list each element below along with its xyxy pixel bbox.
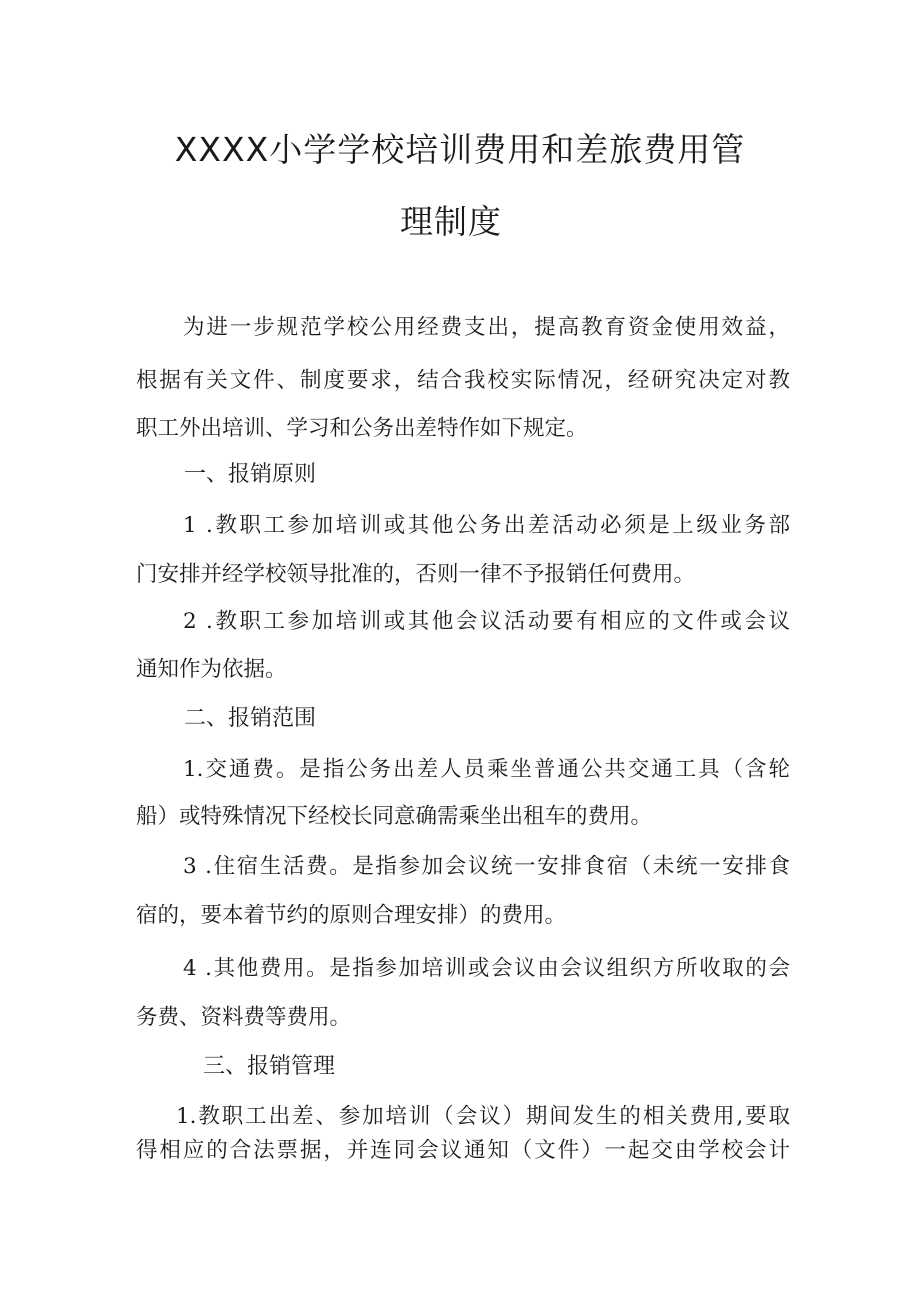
intro-line-1: 为进一步规范学校公用经费支出，提高教育资金使用效益， — [183, 315, 790, 340]
principle-1-line-2: 门安排并经学校领导批准的，否则一律不予报销任何费用。 — [136, 562, 696, 587]
section-heading-principles: 一、报销原则 — [184, 462, 317, 487]
principle-2-line-1: 2 .教职工参加培训或其他会议活动要有相应的文件或会议 — [183, 609, 790, 634]
scope-4-line-1: 4 .其他费用。是指参加培训或会议由会议组织方所收取的会 — [183, 956, 790, 981]
management-1-line-2: 得相应的合法票据，并连同会议通知（文件）一起交由学校会计 — [136, 1138, 790, 1163]
section-heading-scope: 二、报销范围 — [184, 706, 317, 731]
document-title-line-2: 理制度 — [400, 202, 502, 241]
document-title-line-1: XXXX小学学校培训费用和差旅费用管 — [174, 130, 746, 169]
scope-3-line-2: 宿的，要本着节约的原则合理安排）的费用。 — [136, 903, 567, 928]
management-1-line-1: 1.教职工出差、参加培训（会议）期间发生的相关费用,要取 — [176, 1104, 790, 1129]
scope-3-line-1: 3 .住宿生活费。是指参加会议统一安排食宿（未统一安排食 — [183, 854, 790, 879]
intro-line-2: 根据有关文件、制度要求，结合我校实际情况，经研究决定对教 — [136, 368, 790, 393]
scope-4-line-2: 务费、资料费等费用。 — [136, 1005, 352, 1030]
principle-2-line-2: 通知作为依据。 — [136, 657, 287, 682]
principle-1-line-1: 1 .教职工参加培训或其他公务出差活动必须是上级业务部 — [183, 513, 790, 538]
scope-1-line-2: 船）或特殊情况下经校长同意确需乘坐出租车的费用。 — [136, 804, 653, 829]
scope-1-line-1: 1.交通费。是指公务出差人员乘坐普通公共交通工具（含轮 — [183, 757, 790, 782]
section-heading-management: 三、报销管理 — [203, 1054, 336, 1079]
intro-line-3: 职工外出培训、学习和公务出差特作如下规定。 — [136, 416, 588, 441]
